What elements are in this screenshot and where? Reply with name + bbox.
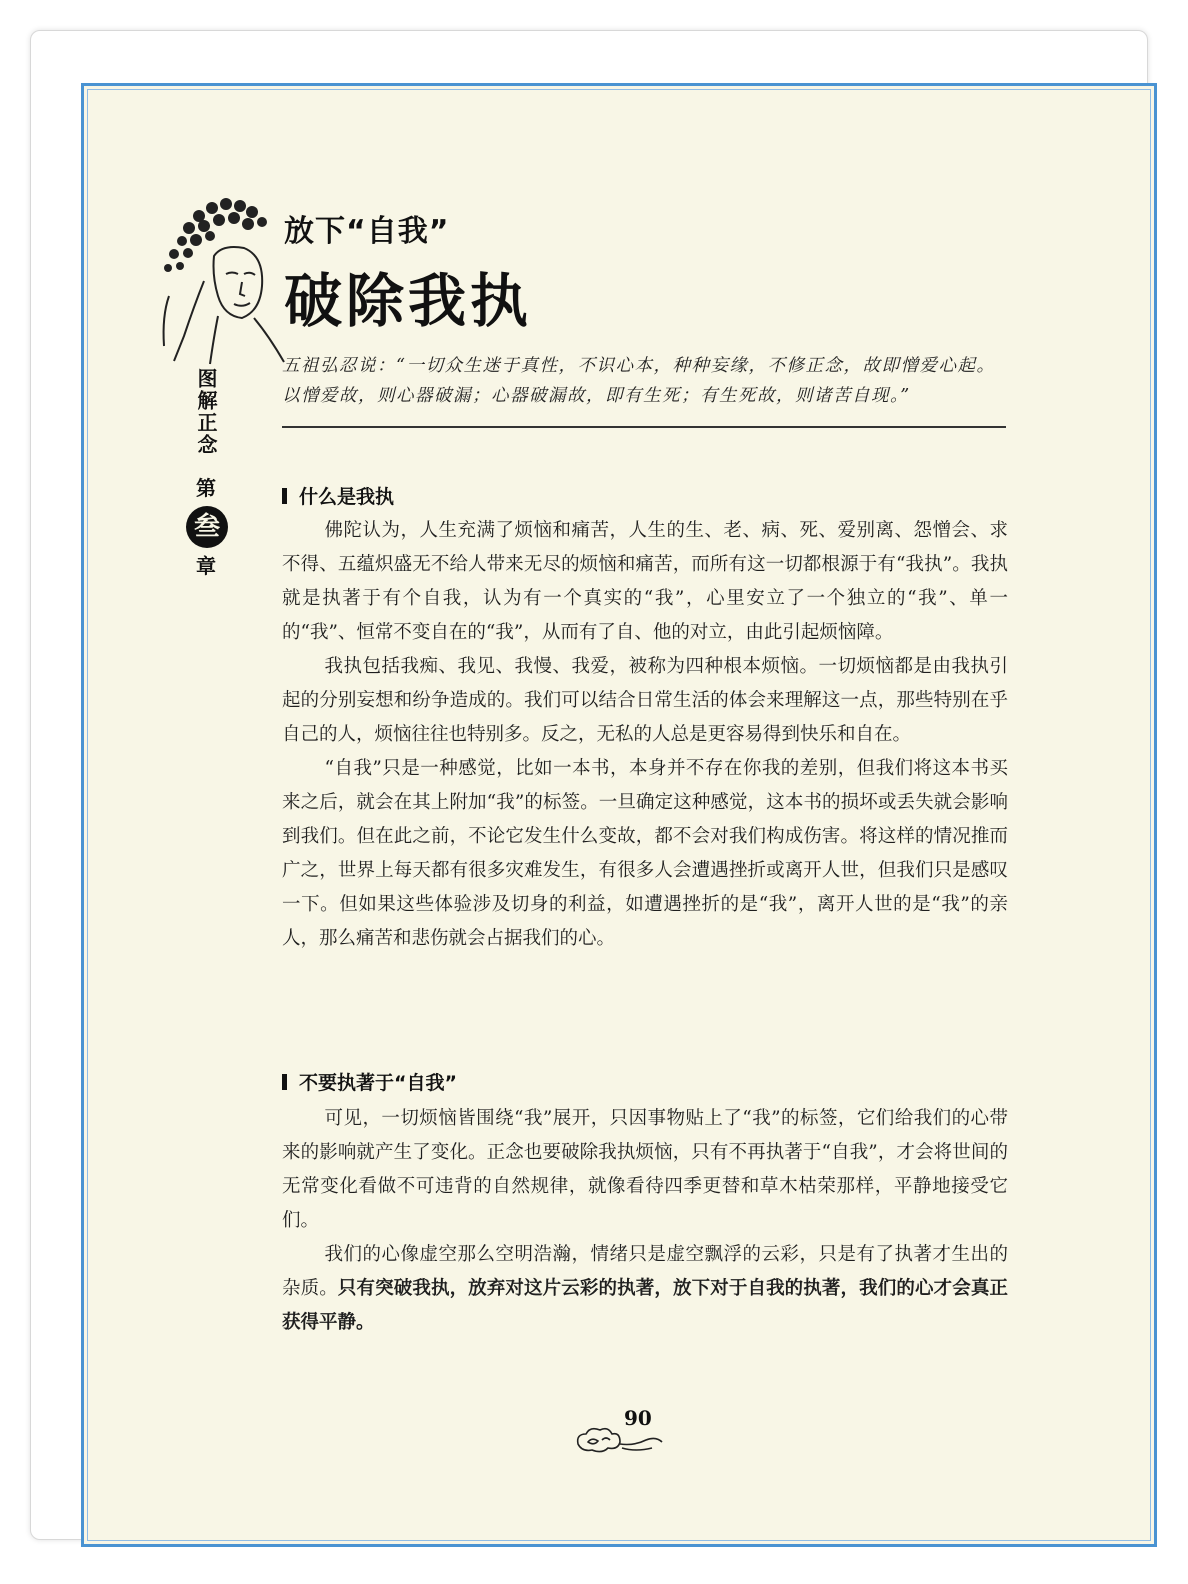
emphasis-text: 只有突破我执，放弃对这片云彩的执著，放下对于自我的执著，我们的心才会真正获得平静。 — [282, 1278, 1008, 1333]
epigraph-quote: 五祖弘忍说：“一切众生迷于真性，不识心本，种种妄缘，不修正念，故即憎爱心起。以憎爱故，则心器破漏；心器破漏故，即有生死；有生死故，则诸苦自现。” — [282, 356, 996, 406]
chapter-number-badge: 叁 — [186, 506, 228, 548]
paragraph-with-emphasis — [282, 1238, 1008, 1340]
heading-bar-icon — [282, 1074, 287, 1090]
paragraph: “自我”只是一种感觉，比如一本书，本身并不存在你我的差别，但我们将这本书买来之后，就会在其上附加“我”的标签。一旦确定这种感觉，这本书的损坏或丢失就会影响到我们。但在此之前，不论它发生什么变故，都不会对我们构成伤害。将这样的情况推而广之，世界上每天都有很多灾难发生，有很多人会遭遇挫折或离开人世，但我们只是感叹一下。但如果这些体验涉及切身的利益，如遭遇挫折的是“我”，离开人世的是“我”的亲人，那么痛苦和悲伤就会占据我们的心。 — [282, 758, 1008, 949]
cloud-ornament-icon — [572, 1422, 664, 1458]
section-body — [282, 514, 1008, 956]
heading-bar-icon — [282, 488, 287, 504]
page-title: 破除我执 — [284, 267, 533, 335]
paragraph: 可见，一切烦恼皆围绕“我”展开，只因事物贴上了“我”的标签，它们给我们的心带来的影响就产生了变化。正念也要破除我执烦恼，只有不再执著于“自我”，才会将世间的无常变化看做不可违背的自然规律，就像看待四季更替和草木枯荣那样，平静地接受它们。 — [282, 1108, 1008, 1231]
monk-portrait-icon — [144, 186, 294, 366]
chapter-side-label — [186, 368, 226, 576]
section-heading — [282, 482, 394, 509]
paragraph: 我执包括我痴、我见、我慢、我爱，被称为四种根本烦恼。一切烦恼都是由我执引起的分别妄想和纷争造成的。我们可以结合日常生活的体会来理解这一点，那些特别在乎自己的人，烦恼往往也特别多。反之，无私的人总是更容易得到快乐和自在。 — [282, 656, 1008, 745]
page-frame — [30, 30, 1148, 1540]
chapter-prefix: 第 — [196, 476, 216, 500]
heading-text: 不要执著于“自我” — [299, 1072, 457, 1094]
book-page — [81, 83, 1157, 1547]
paragraph: 佛陀认为，人生充满了烦恼和痛苦，人生的生、老、病、死、爱别离、怨憎会、求不得、五蕴炽盛无不给人带来无尽的烦恼和痛苦，而所有这一切都根源于有“我执”。我执就是执著于有个自我，认为有一个真实的“我”，心里安立了一个独立的“我”、单一的“我”、恒常不变自在的“我”，从而有了自、他的对立，由此引起烦恼障。 — [282, 520, 1008, 643]
section-subtitle: 放下“自我” — [284, 214, 450, 249]
paragraph-text: 我们的心像虚空那么空明浩瀚，情绪只是虚空飘浮的云彩，只是有了执著才生出的杂质。 — [282, 1244, 1008, 1299]
book-title: 图解正念 — [194, 368, 218, 456]
heading-text: 什么是我执 — [299, 486, 395, 508]
section-body — [282, 1102, 1008, 1340]
page-number: 90 — [624, 1406, 652, 1430]
divider-line — [282, 426, 1006, 428]
section-heading — [282, 1068, 457, 1095]
chapter-suffix: 章 — [196, 554, 216, 578]
